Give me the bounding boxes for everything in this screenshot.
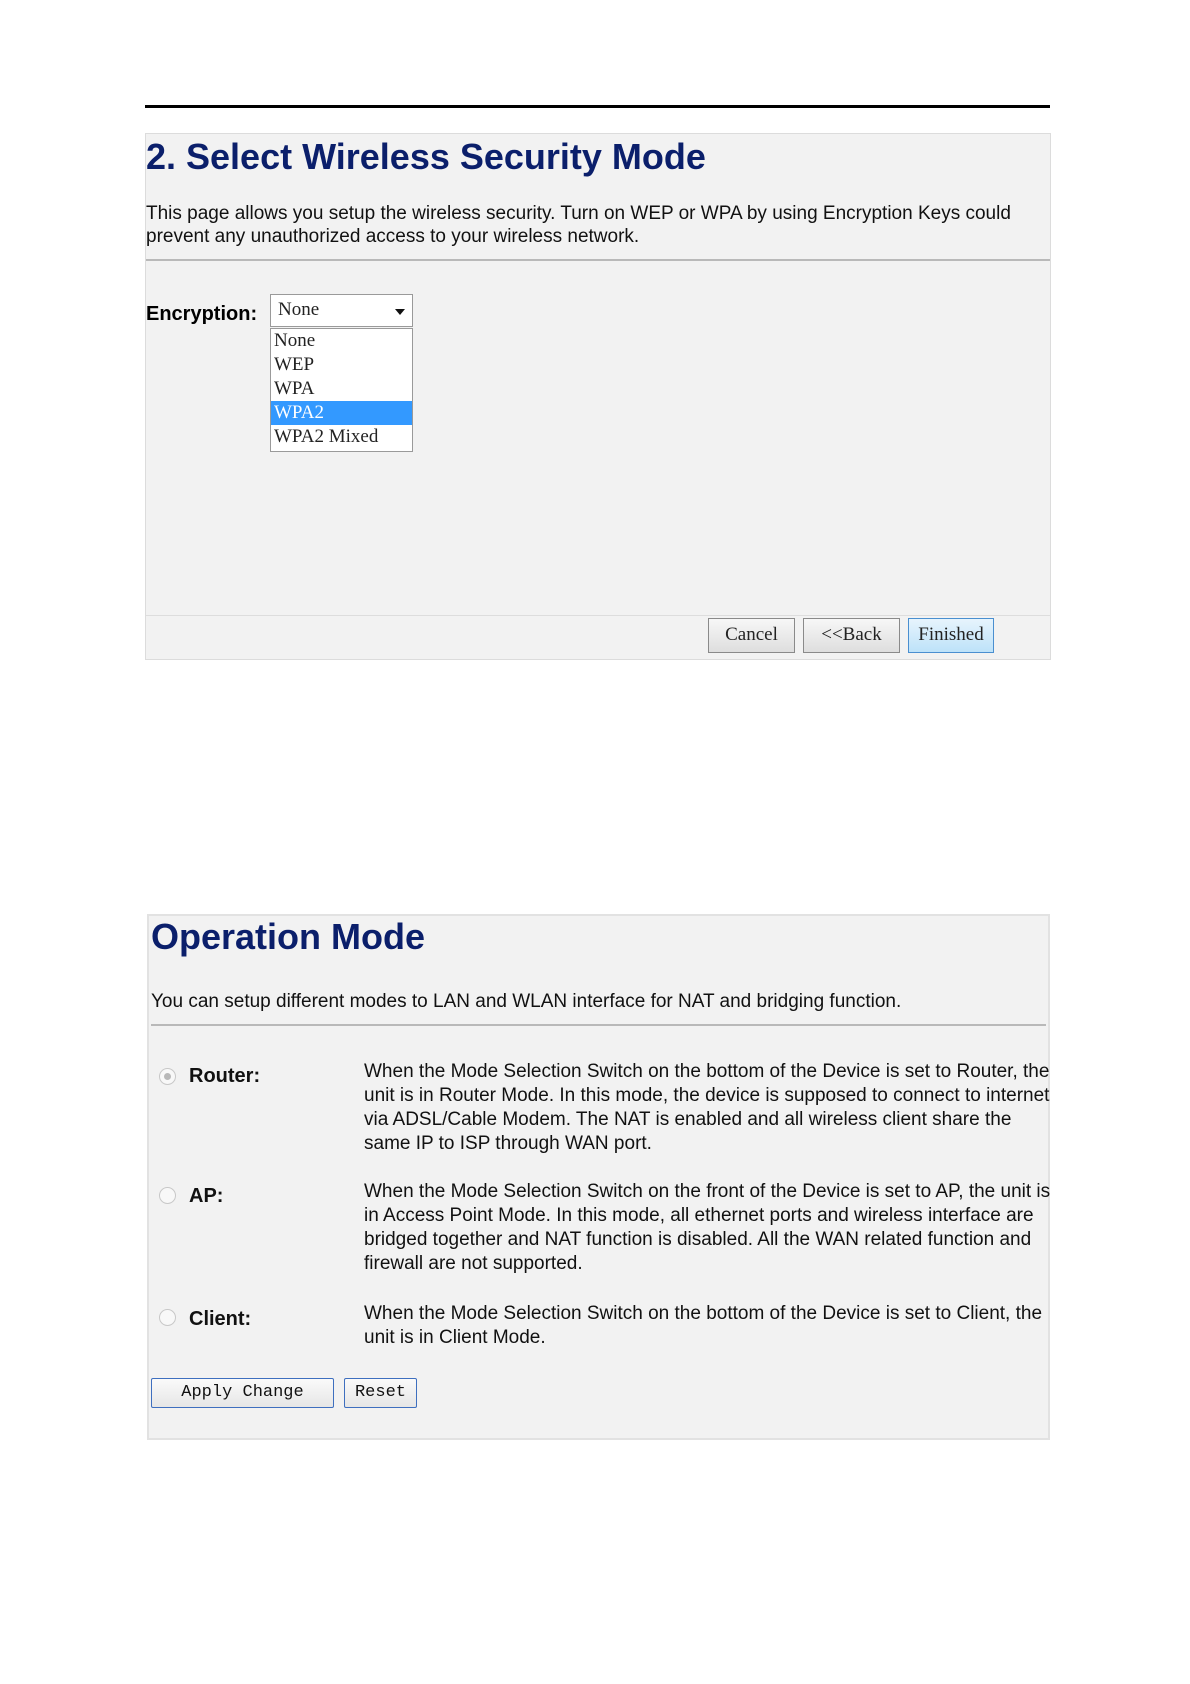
- dropdown-option-wpa[interactable]: WPA: [274, 378, 315, 399]
- divider: [151, 1024, 1046, 1026]
- router-radio[interactable]: [159, 1068, 176, 1085]
- ap-description: When the Mode Selection Switch on the front of the Device is set to AP, the unit is in Access Point Mode. In this mode, all ethernet ports and wireless interface are bridged together and NAT function is disabled. All the WAN related function and firewall are not supported.: [364, 1181, 1051, 1274]
- top-rule: [145, 105, 1050, 108]
- operation-mode-description: You can setup different modes to LAN and WLAN interface for NAT and bridging function.: [151, 991, 902, 1012]
- encryption-dropdown-list: [270, 328, 413, 452]
- router-description: When the Mode Selection Switch on the bottom of the Device is set to Router, the unit is in Router Mode. In this mode, the device is supposed to connect to internet via ADSL/Cable Modem. The NAT is enabled and all wireless client share the same IP to ISP through WAN port.: [364, 1061, 1050, 1154]
- reset-button[interactable]: Reset: [344, 1378, 417, 1408]
- back-button[interactable]: <<Back: [803, 618, 900, 653]
- apply-change-button[interactable]: Apply Change: [151, 1378, 334, 1408]
- ap-label: AP:: [189, 1185, 224, 1207]
- operation-mode-panel: [147, 914, 1050, 1440]
- encryption-selected-value: None: [278, 299, 320, 320]
- router-label: Router:: [189, 1065, 261, 1087]
- cancel-button[interactable]: Cancel: [708, 618, 795, 653]
- operation-mode-title: Operation Mode: [151, 916, 426, 957]
- chevron-down-icon: [395, 309, 405, 315]
- dropdown-option-wpa2[interactable]: WPA2: [271, 401, 412, 425]
- ap-radio[interactable]: [159, 1187, 176, 1204]
- wireless-security-panel: [145, 133, 1051, 660]
- page-title: 2. Select Wireless Security Mode: [146, 136, 706, 177]
- encryption-select[interactable]: [270, 294, 413, 327]
- divider: [146, 259, 1050, 261]
- dropdown-option-wpa2-mixed[interactable]: WPA2 Mixed: [274, 426, 379, 447]
- dropdown-option-none[interactable]: None: [274, 330, 316, 351]
- dropdown-option-wep[interactable]: WEP: [274, 354, 315, 375]
- footer-divider: [146, 615, 1050, 616]
- page-description: This page allows you setup the wireless security. Turn on WEP or WPA by using Encryption Keys could prevent any unauthorized access to your wireless network.: [146, 203, 1011, 247]
- client-label: Client:: [189, 1308, 252, 1330]
- finished-button[interactable]: Finished: [908, 618, 994, 653]
- client-description: When the Mode Selection Switch on the bottom of the Device is set to Client, the unit is in Client Mode.: [364, 1303, 1043, 1348]
- client-radio[interactable]: [159, 1309, 176, 1326]
- encryption-label: Encryption:: [146, 303, 258, 325]
